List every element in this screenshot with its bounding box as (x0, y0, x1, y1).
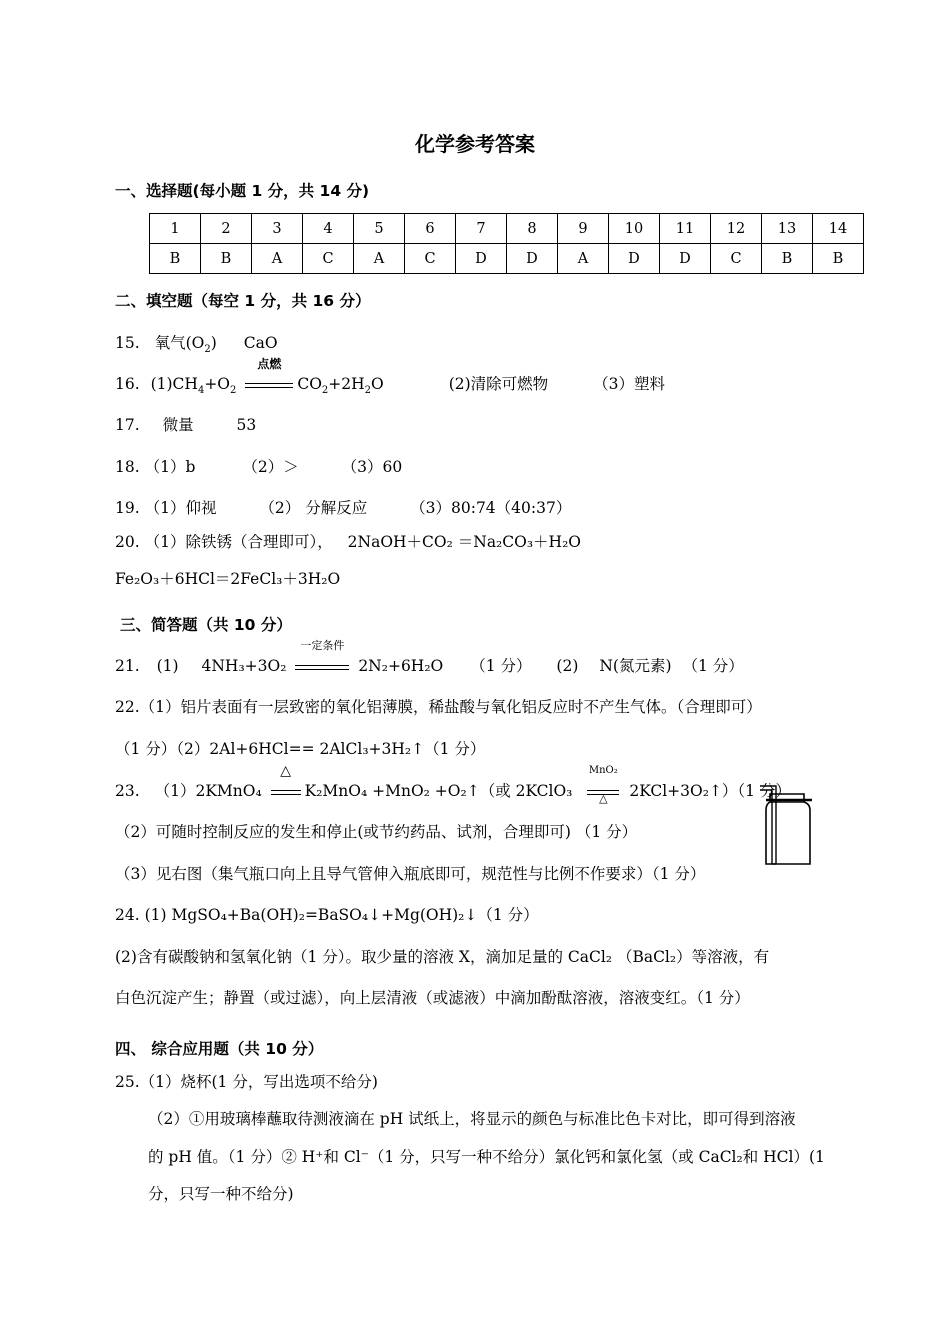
question-number: 20. (115, 533, 140, 551)
table-cell-number: 5 (354, 214, 405, 244)
reaction-condition (587, 765, 619, 805)
score: （1 分） (470, 657, 532, 675)
table-cell-number: 9 (558, 214, 609, 244)
score: （1 分） (682, 657, 744, 675)
equation-rhs: 2N₂+6H₂O (358, 657, 444, 675)
question-25-line-1: 25.（1）烧杯(1 分，写出选项不给分) (115, 1073, 378, 1091)
equation: Fe₂O₃＋6HCl＝2FeCl₃＋3H₂O (115, 570, 341, 588)
section-4-heading: 四、 综合应用题（共 10 分） (115, 1040, 324, 1058)
question-21 (115, 639, 744, 677)
table-cell-number: 6 (405, 214, 456, 244)
equals-sign (245, 383, 293, 388)
answer-text: 微量 (162, 416, 194, 434)
table-cell-answer: D (660, 244, 711, 274)
answer-text: 氧气(O (154, 334, 205, 352)
table-cell-number: 8 (507, 214, 558, 244)
answer-text: ) (210, 334, 217, 352)
table-row (150, 214, 864, 244)
question-number: 19. (115, 499, 140, 517)
equation-lhs: +O (204, 375, 231, 393)
table-cell-answer: C (405, 244, 456, 274)
subscript: 2 (204, 344, 211, 356)
table-cell-answer: A (252, 244, 303, 274)
answer-text: （3）60 (341, 458, 403, 476)
table-cell-answer: D (507, 244, 558, 274)
table-cell-number: 11 (660, 214, 711, 244)
question-23-line-2: （2）可随时控制反应的发生和停止(或节约药品、试剂，合理即可) （1 分） (115, 823, 638, 841)
equation-rhs: K₂MnO₄ +MnO₂ +O₂↑（或 2KClO₃ (304, 782, 573, 800)
question-number: 17. (115, 416, 140, 434)
condition-label: 点燃 (257, 357, 282, 371)
equation-rhs: O (371, 375, 384, 393)
table-cell-number: 13 (762, 214, 813, 244)
table-cell-answer: D (456, 244, 507, 274)
answer-text: （1）仰视 (144, 499, 217, 517)
page-title: 化学参考答案 (415, 132, 535, 156)
answer-text: (2) (556, 657, 579, 675)
answer-text: CaO (243, 334, 278, 352)
reaction-condition (295, 639, 349, 677)
question-24-line-2: (2)含有碳酸钠和氢氧化钠（1 分）。取少量的溶液 X，滴加足量的 CaCl₂ （BaCl₂）等溶液，有 (115, 948, 770, 966)
equals-sign (271, 790, 301, 795)
table-cell-number: 4 (303, 214, 354, 244)
answer-text: （3）80:74（40:37） (410, 499, 572, 517)
table-cell-answer: B (201, 244, 252, 274)
reaction-condition (271, 763, 301, 802)
table-cell-number: 12 (711, 214, 762, 244)
section-2-heading: 二、填空题（每空 1 分，共 16 分） (115, 292, 371, 310)
answer-text: （3）塑料 (593, 375, 665, 393)
question-number: 23. (115, 782, 140, 800)
heat-icon: △ (280, 763, 291, 779)
condition-label: 一定条件 (300, 639, 345, 652)
table-cell-answer: B (813, 244, 864, 274)
table-cell-answer: B (762, 244, 813, 274)
question-19 (115, 497, 571, 519)
section-1-heading: 一、选择题(每小题 1 分，共 14 分) (115, 182, 370, 200)
equation-lhs: 4NH₃+3O₂ (201, 657, 287, 675)
answer-text: （2）＞ (242, 458, 299, 476)
table-cell-number: 7 (456, 214, 507, 244)
equals-sign (295, 665, 349, 670)
subscript: 2 (364, 385, 372, 397)
table-cell-number: 3 (252, 214, 303, 244)
gas-collecting-bottle-icon (756, 780, 816, 870)
answer-text: （1）除铁锈（合理即可）， (144, 533, 333, 551)
table-cell-answer: A (558, 244, 609, 274)
table-cell-answer: D (609, 244, 660, 274)
question-number: 18. (115, 458, 140, 476)
question-24-line-1: 24. (1) MgSO₄+Ba(OH)₂=BaSO₄↓+Mg(OH)₂↓（1 分） (115, 906, 539, 924)
subscript: 2 (230, 385, 237, 397)
table-row (150, 244, 864, 274)
answer-text: (2)清除可燃物 (448, 375, 549, 393)
answer-text: （1）b (144, 458, 196, 476)
equation: 2NaOH＋CO₂ ＝Na₂CO₃＋H₂O (347, 533, 581, 551)
equation-rhs: CO (297, 375, 322, 393)
table-cell-number: 1 (150, 214, 201, 244)
equation-lhs: （1）2KMnO₄ (154, 782, 262, 800)
catalyst-label: MnO₂ (588, 765, 618, 776)
table-cell-answer: B (150, 244, 201, 274)
question-15 (115, 332, 278, 361)
table-cell-answer: A (354, 244, 405, 274)
heat-icon: △ (599, 792, 608, 805)
choice-answer-table (149, 213, 864, 274)
table-cell-number: 10 (609, 214, 660, 244)
answer-text: N(氮元素) (599, 657, 672, 675)
equation-rhs: +2H (328, 375, 365, 393)
table-cell-number: 2 (201, 214, 252, 244)
question-23-line-1 (115, 763, 791, 805)
answer-text: （2） 分解反应 (259, 499, 368, 517)
question-17 (115, 414, 256, 436)
question-number: 21. (115, 657, 140, 675)
section-3-heading: 三、简答题（共 10 分） (120, 616, 292, 634)
question-22-line-1: 22.（1）铝片表面有一层致密的氧化铝薄膜，稀盐酸与氧化铝反应时不产生气体。（合理即可） (115, 698, 762, 716)
table-cell-answer: C (711, 244, 762, 274)
question-number: 15. (115, 334, 140, 352)
question-18 (115, 456, 402, 478)
question-24-line-3: 白色沉淀产生；静置（或过滤），向上层清液（或滤液）中滴加酚酞溶液，溶液变红。（1 分） (115, 989, 750, 1007)
subscript: 4 (197, 385, 205, 397)
subscript: 2 (321, 385, 329, 397)
question-22-line-2: （1 分）（2）2Al+6HCl== 2AlCl₃+3H₂↑（1 分） (115, 740, 486, 758)
question-23-line-3: （3）见右图（集气瓶口向上且导气管伸入瓶底即可，规范性与比例不作要求）（1 分） (115, 865, 706, 883)
question-number: 16. (115, 375, 140, 393)
answer-text: (1) (156, 657, 179, 675)
question-20 (115, 531, 581, 553)
question-16 (115, 357, 665, 402)
answer-text: 53 (236, 416, 257, 434)
table-cell-answer: C (303, 244, 354, 274)
reaction-condition (245, 357, 293, 395)
question-25-line-3: 的 pH 值。（1 分）② H⁺和 Cl⁻（1 分，只写一种不给分）氯化钙和氯化氢（或 CaCl₂和 HCl）(1 (148, 1148, 825, 1166)
question-25-line-4: 分，只写一种不给分) (148, 1185, 294, 1203)
equation-lhs: (1)CH (150, 375, 198, 393)
question-25-line-2: （2）①用玻璃棒蘸取待测液滴在 pH 试纸上，将显示的颜色与标准比色卡对比，即可得到溶液 (148, 1110, 796, 1128)
equation-rhs: 2KCl+3O₂↑）（1 分） (629, 782, 791, 800)
table-cell-number: 14 (813, 214, 864, 244)
